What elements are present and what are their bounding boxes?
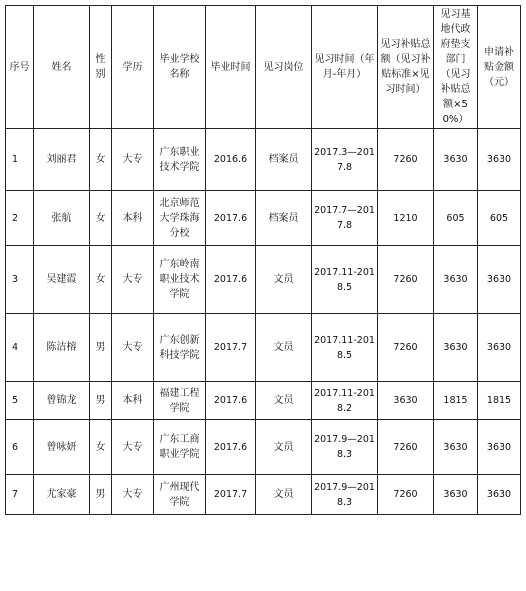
cell-subsidy-total [378, 382, 434, 420]
cell-school-text: 福建工程学院 [159, 387, 200, 414]
cell-claim-amount-text: 1815 [486, 395, 512, 406]
cell-school-text: 广东创新科技学院 [159, 334, 200, 361]
header-index-label: 序号 [9, 61, 30, 73]
cell-graduation-date-text: 2017.7 [213, 342, 248, 353]
cell-period-text: 2017.3—2017.8 [314, 146, 375, 173]
cell-graduation-date-text: 2017.6 [213, 395, 248, 406]
cell-graduation-date [206, 382, 256, 420]
cell-position [256, 475, 312, 515]
cell-gov-advance [434, 246, 478, 314]
cell-school-text: 北京师范大学珠海分校 [159, 197, 200, 239]
cell-index-text: 2 [12, 212, 19, 224]
cell-education [112, 246, 154, 314]
header-subsidy-total [378, 6, 434, 129]
cell-graduation-date-text: 2017.6 [213, 212, 248, 224]
cell-education-text: 大专 [122, 342, 143, 353]
cell-subsidy-total [378, 314, 434, 382]
cell-name [34, 475, 90, 515]
cell-school [154, 129, 206, 191]
header-claim-amount [478, 6, 521, 129]
cell-period-text: 2017.9—2018.3 [314, 481, 375, 508]
cell-gov-advance-text: 3630 [443, 489, 468, 500]
header-gender [90, 6, 112, 129]
cell-school-text: 广东职业技术学院 [159, 146, 200, 173]
cell-graduation-date [206, 129, 256, 191]
cell-claim-amount [478, 191, 521, 246]
cell-gender-text: 女 [95, 441, 106, 453]
header-position [256, 6, 312, 129]
cell-school [154, 246, 206, 314]
cell-education [112, 475, 154, 515]
cell-claim-amount-text: 3630 [486, 342, 512, 353]
table-row [6, 246, 521, 314]
cell-graduation-date [206, 420, 256, 475]
cell-gov-advance [434, 191, 478, 246]
table-row [6, 382, 521, 420]
table-row [6, 420, 521, 475]
cell-school-text: 广州现代学院 [159, 481, 200, 508]
cell-position [256, 129, 312, 191]
cell-claim-amount [478, 129, 521, 191]
cell-subsidy-total-text: 1210 [393, 212, 418, 224]
cell-position-text: 文员 [273, 342, 294, 353]
cell-period-text: 2017.11-2018.5 [314, 266, 375, 293]
header-position-label: 见习岗位 [263, 61, 304, 73]
header-name [34, 6, 90, 129]
table-row [6, 191, 521, 246]
cell-position-text: 文员 [273, 395, 294, 406]
cell-period [312, 191, 378, 246]
cell-name-text: 陈洁榕 [46, 342, 77, 353]
cell-claim-amount [478, 314, 521, 382]
cell-education [112, 420, 154, 475]
cell-subsidy-total-text: 7260 [393, 441, 418, 453]
cell-index-text: 7 [12, 489, 19, 500]
cell-education-text: 大专 [122, 441, 143, 453]
cell-school [154, 314, 206, 382]
cell-school [154, 191, 206, 246]
cell-gender-text: 女 [95, 154, 106, 165]
cell-education [112, 314, 154, 382]
cell-graduation-date [206, 314, 256, 382]
header-education [112, 6, 154, 129]
header-gender-label: 性别 [95, 54, 106, 80]
cell-period [312, 314, 378, 382]
table-row [6, 314, 521, 382]
cell-name [34, 129, 90, 191]
cell-claim-amount-text: 3630 [486, 441, 512, 453]
cell-education [112, 382, 154, 420]
cell-period-text: 2017.7—2017.8 [314, 205, 375, 231]
cell-position [256, 246, 312, 314]
cell-school-text: 广东岭南职业技术学院 [159, 259, 200, 300]
cell-period-text: 2017.11-2018.2 [314, 387, 375, 414]
cell-name-text: 张航 [51, 212, 72, 224]
cell-position [256, 314, 312, 382]
cell-name-text: 刘丽君 [46, 154, 77, 165]
cell-position-text: 文员 [273, 489, 294, 500]
cell-subsidy-total-text: 7260 [393, 274, 418, 285]
cell-gov-advance [434, 314, 478, 382]
cell-name-text: 吴建霞 [46, 274, 77, 285]
cell-position-text: 文员 [273, 441, 294, 453]
cell-graduation-date-text: 2016.6 [213, 154, 248, 165]
cell-index [6, 191, 34, 246]
cell-period [312, 420, 378, 475]
cell-period-text: 2017.11-2018.5 [314, 334, 375, 361]
cell-subsidy-total-text: 7260 [393, 489, 418, 500]
cell-period [312, 475, 378, 515]
header-school-label: 毕业学校名称 [159, 54, 200, 80]
cell-index-text: 6 [12, 441, 19, 453]
cell-school-text: 广东工商职业学院 [159, 434, 200, 460]
cell-period [312, 246, 378, 314]
cell-position-text: 文员 [273, 274, 294, 285]
cell-gender-text: 男 [95, 395, 106, 406]
cell-gov-advance-text: 3630 [443, 342, 468, 353]
cell-claim-amount [478, 246, 521, 314]
header-subsidy-total-label: 见习补贴总额（见习补贴标准×见习时间） [380, 39, 431, 95]
cell-gov-advance-text: 3630 [443, 441, 468, 453]
cell-claim-amount [478, 420, 521, 475]
cell-education-text: 本科 [122, 395, 143, 406]
cell-position [256, 420, 312, 475]
cell-name [34, 382, 90, 420]
cell-education [112, 191, 154, 246]
cell-index [6, 475, 34, 515]
cell-subsidy-total [378, 191, 434, 246]
cell-gender [90, 191, 112, 246]
cell-index-text: 4 [12, 342, 19, 353]
cell-index-text: 1 [12, 154, 19, 165]
cell-school [154, 475, 206, 515]
cell-graduation-date [206, 475, 256, 515]
cell-name [34, 314, 90, 382]
cell-graduation-date-text: 2017.6 [213, 441, 248, 453]
cell-name [34, 246, 90, 314]
cell-school [154, 420, 206, 475]
cell-index-text: 5 [12, 395, 19, 406]
header-gov-advance [434, 6, 478, 129]
cell-gender [90, 475, 112, 515]
trainee-subsidy-table [5, 5, 521, 515]
header-gov-advance-label: 见习基地代政府垫支部门（见习补贴总额×50%） [440, 9, 471, 125]
cell-gender [90, 129, 112, 191]
cell-subsidy-total-text: 3630 [393, 395, 418, 406]
cell-school [154, 382, 206, 420]
cell-education-text: 大专 [122, 274, 143, 285]
table-row [6, 475, 521, 515]
cell-claim-amount [478, 382, 521, 420]
cell-position [256, 191, 312, 246]
cell-gender [90, 420, 112, 475]
cell-subsidy-total-text: 7260 [393, 154, 418, 165]
cell-subsidy-total [378, 420, 434, 475]
cell-name-text: 曾咏妍 [46, 441, 77, 453]
cell-index [6, 314, 34, 382]
header-name-label: 姓名 [51, 61, 72, 73]
cell-position-text: 档案员 [268, 212, 299, 224]
cell-graduation-date-text: 2017.7 [213, 489, 248, 500]
cell-subsidy-total [378, 475, 434, 515]
cell-period-text: 2017.9—2018.3 [314, 434, 375, 460]
cell-position [256, 382, 312, 420]
cell-claim-amount-text: 3630 [486, 274, 512, 285]
cell-graduation-date [206, 246, 256, 314]
cell-subsidy-total-text: 7260 [393, 342, 418, 353]
cell-gender-text: 男 [95, 489, 106, 500]
cell-education-text: 大专 [122, 154, 143, 165]
cell-name-text: 尤家豪 [46, 489, 77, 500]
cell-gov-advance [434, 129, 478, 191]
header-period [312, 6, 378, 129]
cell-gender-text: 女 [95, 212, 106, 224]
cell-gov-advance-text: 3630 [443, 154, 468, 165]
cell-period [312, 129, 378, 191]
cell-graduation-date [206, 191, 256, 246]
cell-index [6, 420, 34, 475]
header-graduation-date [206, 6, 256, 129]
table-row [6, 129, 521, 191]
header-graduation-date-label: 毕业时间 [210, 61, 251, 73]
cell-name [34, 420, 90, 475]
cell-subsidy-total [378, 129, 434, 191]
cell-subsidy-total [378, 246, 434, 314]
cell-graduation-date-text: 2017.6 [213, 274, 248, 285]
cell-name-text: 曾锦龙 [46, 395, 77, 406]
cell-gender [90, 314, 112, 382]
header-index [6, 6, 34, 129]
cell-gov-advance-text: 1815 [443, 395, 468, 406]
header-period-label: 见习时间（年月-年月） [314, 54, 375, 80]
cell-claim-amount-text: 3630 [486, 489, 512, 500]
cell-gender-text: 女 [95, 274, 106, 285]
cell-name [34, 191, 90, 246]
cell-education-text: 本科 [122, 212, 143, 224]
cell-position-text: 档案员 [268, 154, 299, 165]
cell-claim-amount [478, 475, 521, 515]
cell-gender-text: 男 [95, 342, 106, 353]
cell-gov-advance-text: 3630 [443, 274, 468, 285]
cell-education-text: 大专 [122, 489, 143, 500]
header-row [6, 6, 521, 129]
cell-gov-advance [434, 420, 478, 475]
header-education-label: 学历 [122, 61, 143, 73]
cell-index [6, 129, 34, 191]
cell-index [6, 382, 34, 420]
header-claim-amount-label: 申请补贴金额（元） [484, 46, 514, 88]
cell-gender [90, 382, 112, 420]
cell-gender [90, 246, 112, 314]
cell-gov-advance-text: 605 [446, 212, 465, 224]
header-school [154, 6, 206, 129]
cell-gov-advance [434, 382, 478, 420]
cell-index-text: 3 [12, 274, 19, 285]
cell-gov-advance [434, 475, 478, 515]
cell-index [6, 246, 34, 314]
cell-claim-amount-text: 3630 [486, 154, 512, 165]
cell-period [312, 382, 378, 420]
cell-claim-amount-text: 605 [489, 212, 509, 224]
cell-education [112, 129, 154, 191]
